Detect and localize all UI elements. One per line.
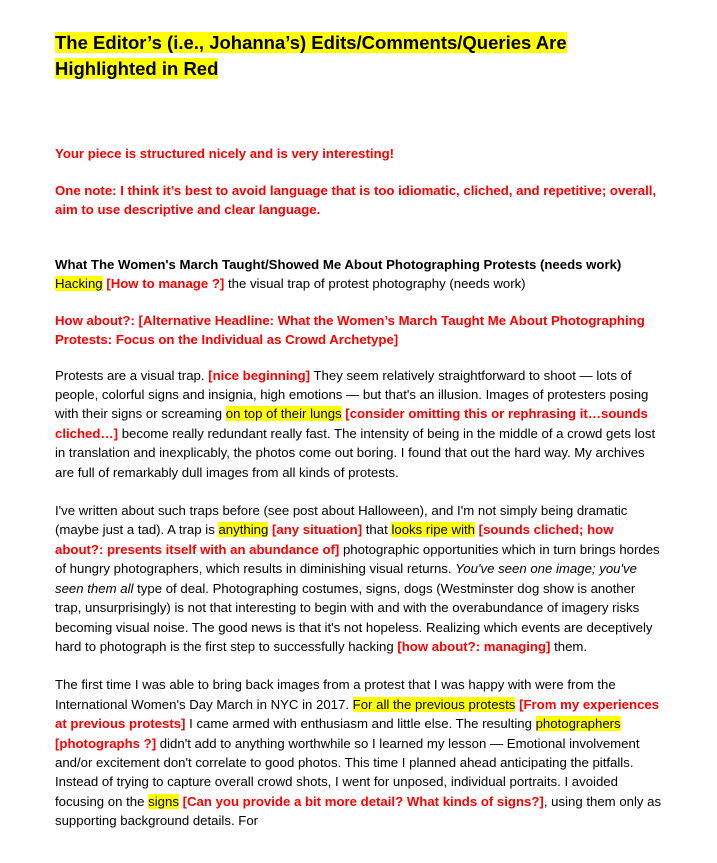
document-title [55, 30, 665, 82]
editor-comment: [consider omitting this or rephrasing it…sounds cliched…] [55, 406, 648, 441]
paragraph-text: that [362, 522, 392, 538]
highlighted-phrase: anything [218, 522, 269, 538]
editor-comment: [how about?: managing] [397, 638, 551, 654]
paragraph-2 [55, 501, 665, 656]
paragraph-text: type of deal. Photographing costumes, signs, dogs (Westminster dog show is another trap, unsurprisingly) is not that interesting to begin with and with the overabundance of imagery risks becoming visual noise. The good news is that it's not hopeless. Realizing which events are deceptively hard to photograph is the first step to successfully hacking [55, 580, 653, 654]
paragraph-text: They seem relatively straightforward to shoot — lots of people, colorful signs and insignia, high emotions — but that's an illusion. Images of protesters posing with their signs or screaming [55, 367, 649, 422]
paragraph-3 [55, 675, 665, 830]
editor-comment: [photographs ?] [55, 735, 157, 751]
highlighted-phrase: on top of their lungs [225, 406, 342, 422]
paragraph-text: Protests are a visual trap. [55, 367, 209, 383]
paragraph-text: photographic opportunities which in turn brings hordes of hungry photographers, which results in diminishing visual returns. [55, 541, 660, 577]
document-page [55, 30, 665, 831]
headline-block [55, 255, 665, 294]
highlighted-phrase: For all the previous protests [352, 696, 516, 712]
paragraph-1 [55, 366, 665, 482]
paragraph-text: them. [550, 638, 588, 654]
highlighted-phrase: photographers [535, 716, 621, 732]
highlighted-phrase: looks ripe with [391, 522, 475, 538]
highlighted-phrase: signs [148, 793, 179, 809]
emphasized-text: You've seen one image; you've seen them all [55, 561, 637, 596]
paragraph-text: The first time I was able to bring back images from a protest that I was happy with were from the International Women's Day March in NYC in 2017. [55, 677, 616, 712]
editor-comment: [sounds cliched; how about?: presents itself with an abundance of] [55, 522, 614, 557]
editor-note-2: One note: I think it’s best to avoid language that is too idiomatic, cliched, and repetitive; overall, aim to use descriptive and clear language. [55, 183, 657, 217]
headline-line: What The Women's March Taught/Showed Me About Photographing Protests (needs work) [55, 257, 622, 272]
headline-rest: the visual trap of protest photography (needs work) [224, 276, 526, 292]
paragraph-text: become really redundant really fast. The intensity of being in the middle of a crowd gets lost in translation and inexplicably, the photos come out boring. I found that out the hard way. My archives are full of remarkably dull images from all kinds of protests. [55, 425, 656, 480]
editor-comment: [From my experiences at previous protests] [55, 696, 660, 732]
paragraph-text: I came armed with enthusiasm and little else. The resulting [185, 716, 536, 732]
title-highlight: The Editor’s (i.e., Johanna’s) Edits/Comments/Queries Are Highlighted in Red [55, 32, 567, 79]
editor-comment: [any situation] [271, 522, 363, 538]
editor-comment: [nice beginning] [208, 367, 311, 383]
paragraph-text: I've written about such traps before (see post about Halloween), and I'm not simply being dramatic (maybe just a tad). A trap is [55, 503, 628, 538]
editor-comment: [Can you provide a bit more detail? What kinds of signs?] [182, 793, 544, 809]
alternative-headline: How about?: [Alternative Headline: What the Women’s March Taught Me About Photographing Protests: Focus on the Individual as Crowd Archetype] [55, 312, 645, 348]
highlighted-word: Hacking [55, 276, 103, 292]
editor-comment: [How to manage ?] [106, 276, 225, 292]
paragraph-text: , using them only as supporting background details. For [55, 793, 662, 829]
paragraph-text: didn't add to anything worthwhile so I learned my lesson — Emotional involvement and/or excitement don't correlate to good photos. This time I planned ahead anticipating the pitfalls. Instead of trying to capture overall crowd shots, I went for unposed, individual portraits. I avoided focusing on the [55, 735, 640, 809]
editor-note-1: Your piece is structured nicely and is very interesting! [55, 146, 395, 161]
